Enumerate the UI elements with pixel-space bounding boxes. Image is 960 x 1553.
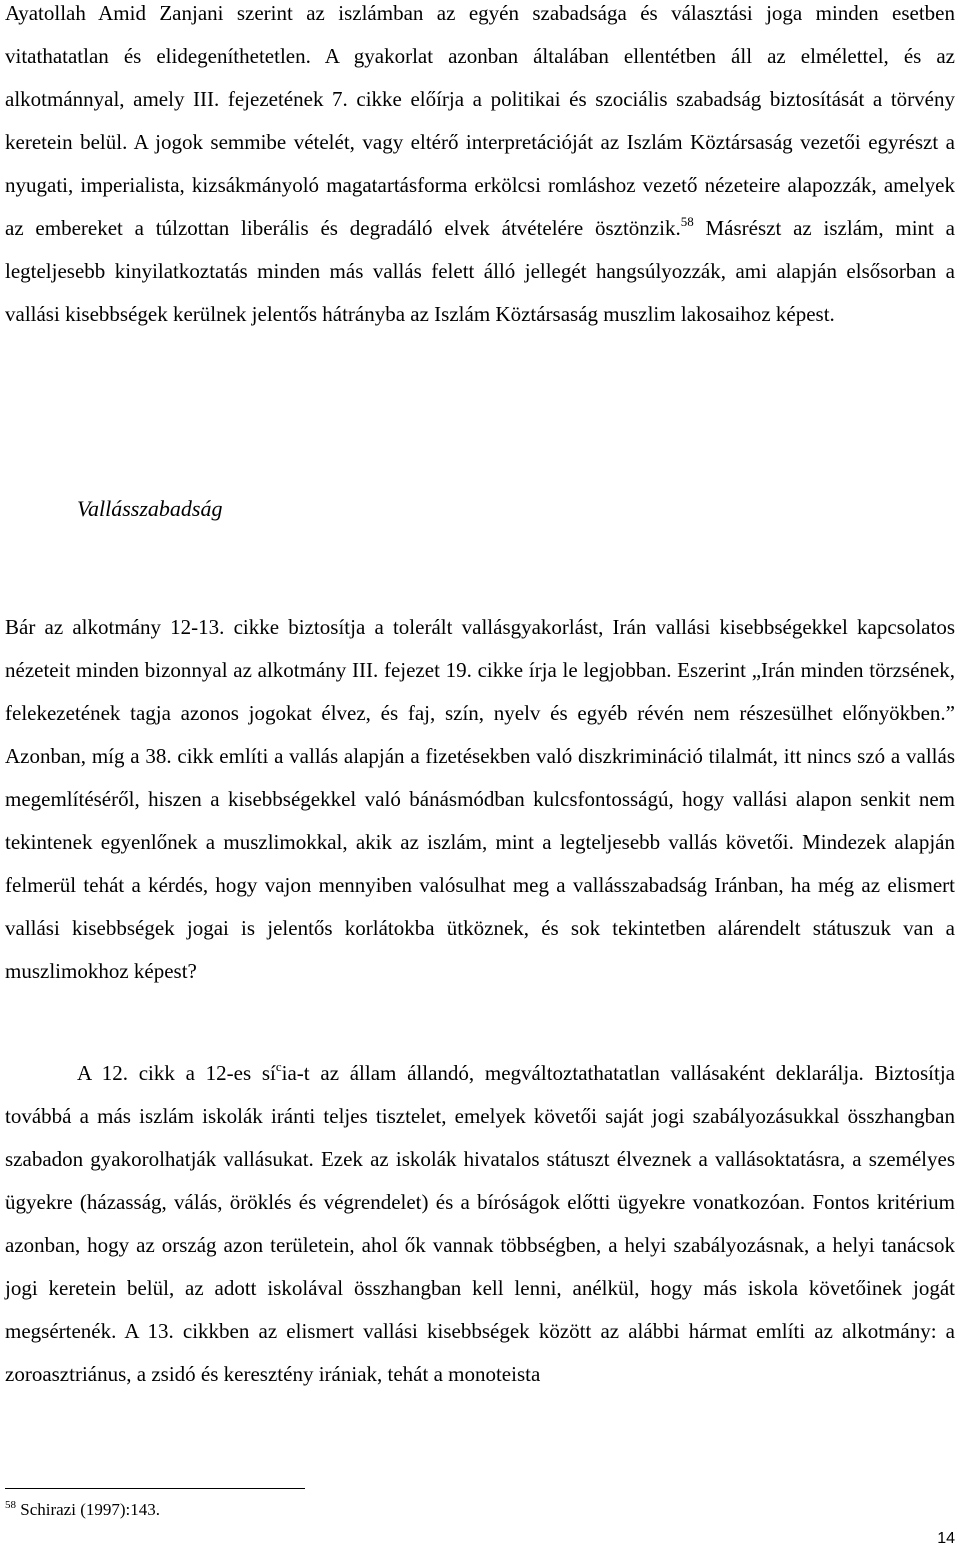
section-heading: Vallásszabadság [77,496,223,521]
footnote-text: Schirazi (1997):143. [16,1500,160,1519]
page-number: 14 [937,1530,955,1547]
paragraph-1 [5,0,955,336]
footnote [5,1500,160,1520]
paragraph-2: Bár az alkotmány 12-13. cikke biztosítja a tolerált vallásgyakorlást, Irán vallási kisebbségekkel kapcsolatos nézeteit minden bizonnyal az alkotmány III. fejezet 19. cikke írja le legjobban. Eszerint „Irán minden törzsének, felekezetének tagja azonos jogokat élvez, és faj, szín, nyelv és egyéb révén nem részesülhet előnyökben.” Azonban, míg a 38. cikk említi a vallás alapján a fizetésekben való diszkrimináció tilalmát, itt nincs szó a vallás megemlítéséről, hiszen a kisebbségekkel való bánásmódban kulcsfontosságú, hogy vallási alapon senkit nem tekintenek egyenlőnek a muszlimokkal, akik az iszlám, mint a legteljesebb vallás követői. Mindezek alapján felmerül tehát a kérdés, hogy vajon mennyiben valósulhat meg a vallásszabadság Iránban, ha még az elismert vallási kisebbségek jogai is jelentős korlátokba ütköznek, és sok tekintetben alárendelt státuszuk van a muszlimokhoz képest? [5,615,955,983]
footnote-reference-58[interactable]: 58 [680,214,694,229]
paragraph-1-text-b: Másrészt az iszlám, mint a legteljesebb kinyilatkoztatás minden más vallás felett álló jellegét hangsúlyozzák, ami alapján elsősorban a vallási kisebbségek kerülnek jelentős hátrányba az Iszlám Köztársaság muszlim lakosaihoz képest. [5,216,955,326]
paragraph-1-text-a: Ayatollah Amid Zanjani szerint az iszlámban az egyén szabadsága és választási joga minden esetben vitathatatlan és elidegeníthetetlen. A gyakorlat azonban általában ellentétben áll az elmélettel, és az alkotmánnyal, amely III. fejezetének 7. cikke előírja a politikai és szociális szabadság biztosítását a törvény keretein belül. A jogok semmibe vételét, vagy eltérő interpretációját az Iszlám Köztársaság vezetői egyrészt a nyugati, imperialista, kizsákmányoló magatartásforma erkölcsi romláshoz vezető nézeteire alapozzák, amelyek az embereket a túlzottan liberális és degradáló elvek átvételére ösztönzik. [5,1,955,240]
superscript-c: c [275,1059,282,1074]
paragraph-3 [5,1052,955,1396]
footnote-separator [5,1488,305,1489]
footnote-number: 58 [5,1499,16,1511]
paragraph-3-text-b: ia-t az állam állandó, megváltoztathatatlan vallásaként deklarálja. Biztosítja továbbá a más iszlám iskolák iránti teljes tisztelet, emelyek követői saját jogi szabályozásukkal összhangban szabadon gyakorolhatják vallásukat. Ezek az iskolák hivatalos státuszt élveznek a vallásoktatásra, a személyes ügyekre (házasság, válás, öröklés és végrendelet) és a bíróságok előtti ügyekre vonatkozóan. Fontos kritérium azonban, hogy az ország azon területein, ahol ők vannak többségben, a helyi szabályozásnak, a helyi tanácsok jogi keretein belül, az adott iskolával összhangban kell lenni, anélkül, hogy más iskola követőinek jogát megsértenék. A 13. cikkben az elismert vallási kisebbségek között az alábbi hármat említi az alkotmány: a zoroasztriánus, a zsidó és keresztény irániak, tehát a monoteista [5,1061,955,1386]
paragraph-3-text-a: A 12. cikk a 12-es sí [77,1061,276,1085]
